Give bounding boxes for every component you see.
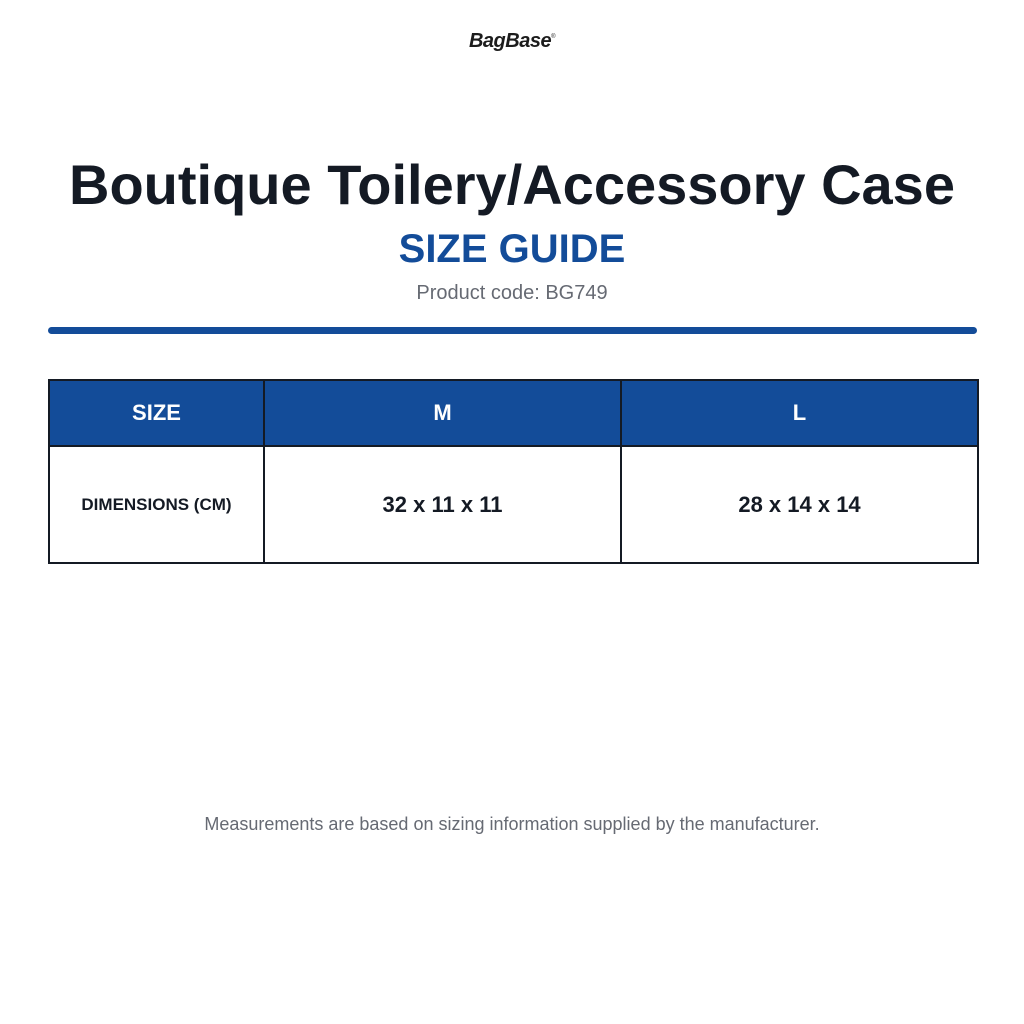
brand-logo [0,30,1024,53]
product-code: Product code: BG749 [416,282,608,304]
page-subtitle: SIZE GUIDE [398,227,626,271]
footnote: Measurements are based on sizing information supplied by the manufacturer. [204,814,820,834]
header-divider [48,327,977,334]
table-row [49,446,978,563]
column-header-m: M [264,380,621,446]
brand-logo-text: BagBase [468,30,552,52]
size-table [48,379,979,564]
cell-dimensions-m: 32 x 11 x 11 [264,446,621,563]
column-header-size: SIZE [49,380,264,446]
cell-dimensions-l: 28 x 14 x 14 [621,446,978,563]
row-label-dimensions: DIMENSIONS (CM) [49,446,264,563]
table-header-row [49,380,978,446]
registered-mark: ® [551,34,556,40]
page-title: Boutique Toilery/Accessory Case [69,153,955,216]
column-header-l: L [621,380,978,446]
